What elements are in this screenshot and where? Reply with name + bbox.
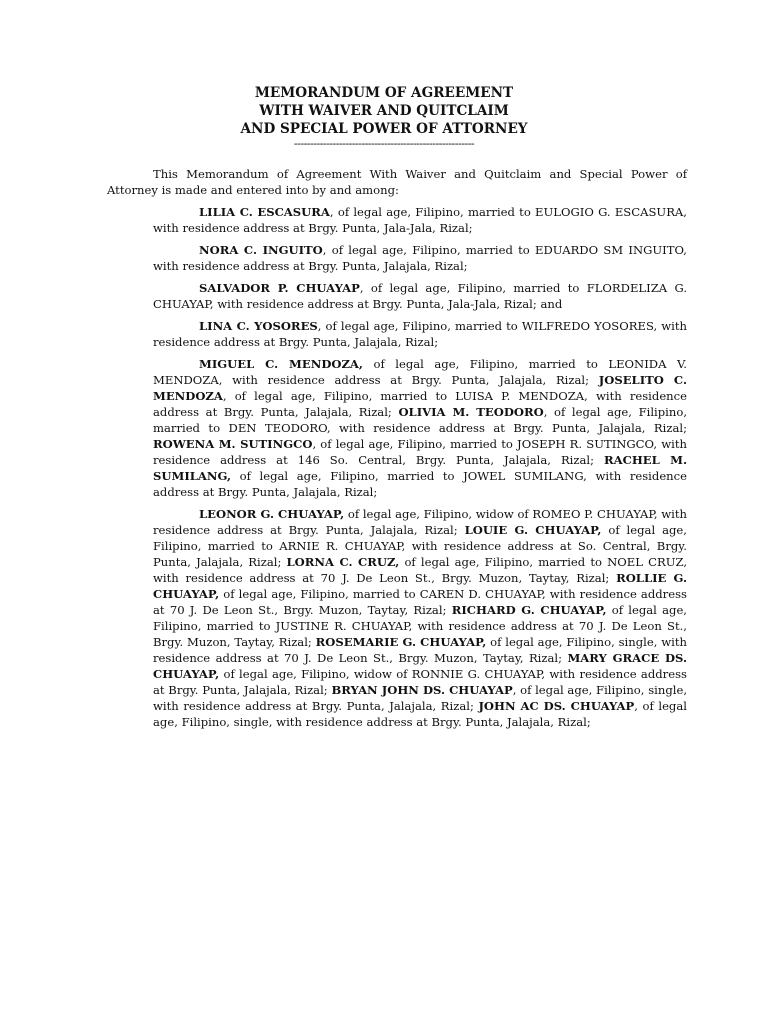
document-title [0, 84, 768, 150]
party-name: LEONOR G. CHUAYAP, [199, 507, 345, 521]
party-paragraph-chuayap-salvador [153, 280, 687, 312]
title-line-1: MEMORANDUM OF AGREEMENT [254, 85, 514, 101]
party-details: , of legal age, Filipino, married to WILFREDO YOSORES, with residence address at Brgy. Punta, Jalajala, Rizal; [153, 319, 687, 349]
party-paragraph-chuayap-group [153, 506, 687, 730]
party-details: of legal age, Filipino, married to JUSTINE R. CHUAYAP, with residence address at 70 J. De Leon St., Brgy. Muzon, Taytay, Rizal; [153, 603, 687, 649]
party-details: of legal age, Filipino, married to ARNIE R. CHUAYAP, with residence address at So. Central, Brgy. Punta, Jalajala, Rizal; [153, 523, 687, 569]
party-name: LINA C. YOSORES [199, 319, 318, 333]
party-name: RACHEL M. SUMILANG, [153, 453, 687, 483]
party-details: of legal age, Filipino, married to JOWEL SUMILANG, with residence address at Brgy. Punta, Jalajala, Rizal; [153, 469, 687, 499]
party-paragraph-mendoza-group [153, 356, 687, 500]
party-name: LORNA C. CRUZ, [286, 555, 400, 569]
party-details: of legal age, Filipino, widow of RONNIE G. CHUAYAP, with residence address at Brgy. Punta, Jalajala, Rizal; [153, 667, 687, 697]
party-paragraph-escasura [153, 204, 687, 236]
party-name: ROSEMARIE G. CHUAYAP, [315, 635, 487, 649]
party-name: OLIVIA M. TEODORO [398, 405, 544, 419]
party-details: , of legal age, Filipino, married to JOSEPH R. SUTINGCO, with residence address at 146 So. Central, Brgy. Punta, Jalajala, Rizal; [153, 437, 687, 467]
party-details: , of legal age, Filipino, married to EDUARDO SM INGUITO, with residence address at Brgy. Punta, Jalajala, Rizal; [153, 243, 687, 273]
intro-paragraph: This Memorandum of Agreement With Waiver and Quitclaim and Special Power of Attorney is made and entered into by and among: [107, 167, 687, 197]
party-name: MIGUEL C. MENDOZA, [199, 357, 363, 371]
party-paragraph-yosores [153, 318, 687, 350]
party-name: JOSELITO C. MENDOZA [153, 373, 687, 403]
party-name: BRYAN JOHN DS. CHUAYAP [331, 683, 513, 697]
party-name: LILIA C. ESCASURA [199, 205, 330, 219]
party-details: , of legal age, Filipino, married to EULOGIO G. ESCASURA, with residence address at Brgy. Punta, Jala-Jala, Rizal; [153, 205, 687, 235]
party-details: of legal age, Filipino, married to LEONIDA V. MENDOZA, with residence address at Brgy. Punta, Jalajala, Rizal; [153, 357, 687, 387]
party-name: JOHN AC DS. CHUAYAP [478, 699, 635, 713]
party-details: , of legal age, Filipino, single, with residence address at Brgy. Punta, Jalajala, Rizal; [153, 699, 687, 729]
party-name: RICHARD G. CHUAYAP, [451, 603, 607, 617]
title-rule: -------------------------------------------------------- [293, 137, 475, 150]
party-details: , of legal age, Filipino, single, with residence address at Brgy. Punta, Jalajala, Rizal; [153, 683, 688, 713]
party-name: ROLLIE G. CHUAYAP, [153, 571, 688, 601]
party-name: SALVADOR P. CHUAYAP [199, 281, 360, 295]
party-details: , of legal age, Filipino, married to FLORDELIZA G. CHUAYAP, with residence address at Brgy. Punta, Jala-Jala, Rizal; and [153, 281, 687, 311]
title-line-3: AND SPECIAL POWER OF ATTORNEY [240, 121, 528, 137]
party-paragraph-inguito [153, 242, 687, 274]
party-details: , of legal age, Filipino, married to LUISA P. MENDOZA, with residence address at Brgy. Punta, Jalajala, Rizal; [153, 389, 687, 419]
title-line-2: WITH WAIVER AND QUITCLAIM [259, 103, 509, 119]
party-name: MARY GRACE DS. CHUAYAP, [153, 651, 687, 681]
party-details: of legal age, Filipino, married to CAREN D. CHUAYAP, with residence address at 70 J. De Leon St., Brgy. Muzon, Taytay, Rizal; [153, 587, 687, 617]
party-details: of legal age, Filipino, widow of ROMEO P. CHUAYAP, with residence address at Brgy. Punta, Jalajala, Rizal; [153, 507, 687, 537]
party-details: of legal age, Filipino, married to NOEL CRUZ, with residence address at 70 J. De Leon St., Brgy. Muzon, Taytay, Rizal; [153, 555, 687, 585]
party-name: NORA C. INGUITO [199, 243, 323, 257]
party-details: of legal age, Filipino, single, with residence address at 70 J. De Leon St., Brgy. Muzon, Taytay, Rizal; [153, 635, 687, 665]
party-name: ROWENA M. SUTINGCO [153, 437, 313, 451]
document-body [107, 166, 687, 736]
party-name: LOUIE G. CHUAYAP, [464, 523, 602, 537]
party-details: , of legal age, Filipino, married to DEN TEODORO, with residence address at Brgy. Punta, Jalajala, Rizal; [153, 405, 688, 435]
